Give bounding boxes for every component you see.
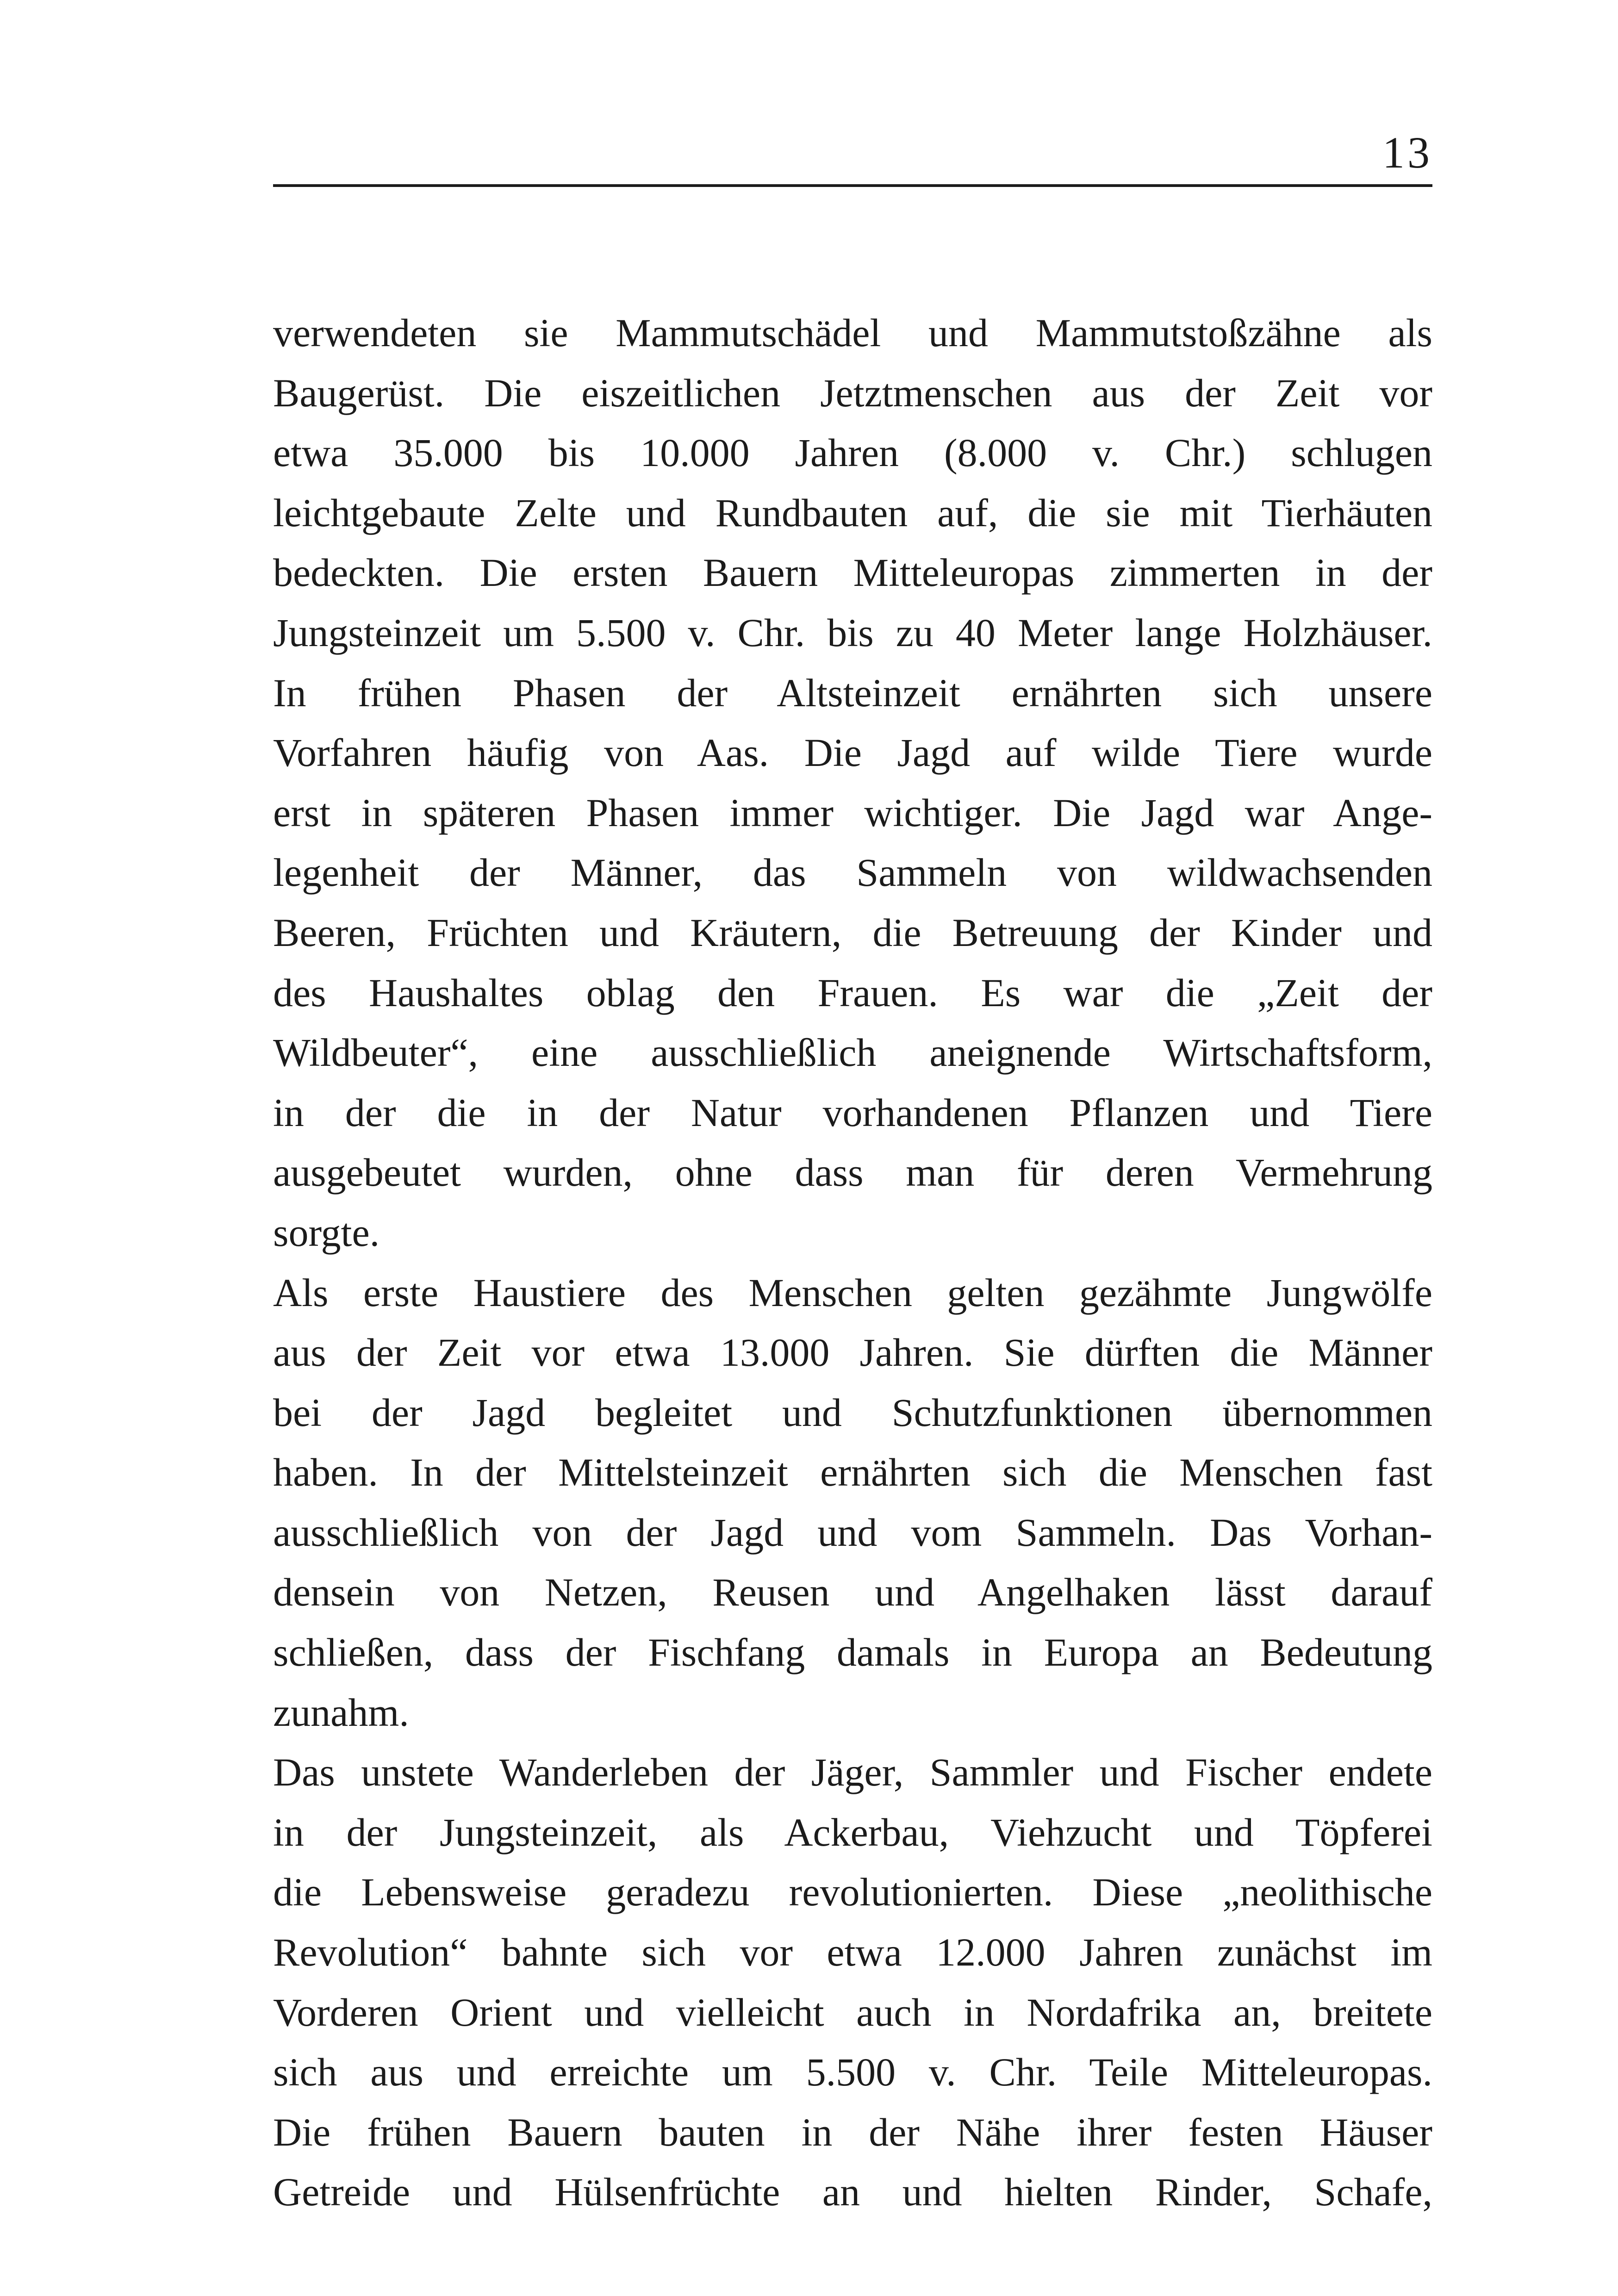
text-line: Beeren, Früchten und Kräutern, die Betreuung der Kinder und xyxy=(273,910,1432,955)
text-line: Getreide und Hülsenfrüchte an und hielten Rinder, Schafe, xyxy=(273,2170,1432,2215)
text-line: Baugerüst. Die eiszeitlichen Jetztmenschen aus der Zeit vor xyxy=(273,370,1432,415)
text-line: ausschließlich von der Jagd und vom Sammeln. Das Vorhan- xyxy=(273,1510,1432,1555)
text-line: legenheit der Männer, das Sammeln von wildwachsenden xyxy=(273,850,1432,895)
header-rule xyxy=(273,184,1432,187)
text-line: haben. In der Mittelsteinzeit ernährten sich die Menschen fast xyxy=(273,1450,1432,1495)
text-line: Als erste Haustiere des Menschen gelten gezähmte Jungwölfe xyxy=(273,1270,1432,1315)
text-line: bei der Jagd begleitet und Schutzfunktionen übernommen xyxy=(273,1390,1432,1435)
text-line: zunahm. xyxy=(273,1690,409,1735)
text-line: sich aus und erreichte um 5.500 v. Chr. Teile Mitteleuropas. xyxy=(273,2050,1432,2095)
text-line: leichtgebaute Zelte und Rundbauten auf, die sie mit Tierhäuten xyxy=(273,490,1432,535)
text-line: Vorfahren häufig von Aas. Die Jagd auf wilde Tiere wurde xyxy=(273,730,1432,775)
text-line: in der Jungsteinzeit, als Ackerbau, Viehzucht und Töpferei xyxy=(273,1810,1432,1854)
text-line: verwendeten sie Mammutschädel und Mammutstoßzähne als xyxy=(273,311,1432,355)
text-line: schließen, dass der Fischfang damals in Europa an Bedeutung xyxy=(273,1630,1432,1675)
text-line: Jungsteinzeit um 5.500 v. Chr. bis zu 40 Meter lange Holzhäuser. xyxy=(273,610,1432,655)
text-line: Die frühen Bauern bauten in der Nähe ihrer festen Häuser xyxy=(273,2109,1432,2154)
text-line: sorgte. xyxy=(273,1210,380,1255)
text-line: bedeckten. Die ersten Bauern Mitteleuropas zimmerten in der xyxy=(273,550,1432,595)
text-line: densein von Netzen, Reusen und Angelhaken lässt darauf xyxy=(273,1570,1432,1615)
text-line: Revolution“ bahnte sich vor etwa 12.000 Jahren zunächst im xyxy=(273,1930,1432,1975)
text-line: in der die in der Natur vorhandenen Pflanzen und Tiere xyxy=(273,1090,1432,1135)
page-header xyxy=(273,125,1432,185)
text-line: etwa 35.000 bis 10.000 Jahren (8.000 v. Chr.) schlugen xyxy=(273,430,1432,475)
body-text xyxy=(273,303,1432,2222)
page-number: 13 xyxy=(1382,128,1432,177)
text-line: In frühen Phasen der Altsteinzeit ernährten sich unsere xyxy=(273,670,1432,715)
text-line: Das unstete Wanderleben der Jäger, Sammler und Fischer endete xyxy=(273,1750,1432,1795)
text-line: erst in späteren Phasen immer wichtiger. Die Jagd war Ange- xyxy=(273,790,1432,835)
text-line: Vorderen Orient und vielleicht auch in Nordafrika an, breitete xyxy=(273,1990,1432,2035)
text-line: des Haushaltes oblag den Frauen. Es war die „Zeit der xyxy=(273,970,1432,1015)
text-line: die Lebensweise geradezu revolutionierten. Diese „neolithische xyxy=(273,1870,1432,1915)
text-line: aus der Zeit vor etwa 13.000 Jahren. Sie dürften die Männer xyxy=(273,1330,1432,1375)
text-line: ausgebeutet wurden, ohne dass man für deren Vermehrung xyxy=(273,1150,1432,1195)
text-line: Wildbeuter“, eine ausschließlich aneignende Wirtschaftsform, xyxy=(273,1030,1432,1075)
